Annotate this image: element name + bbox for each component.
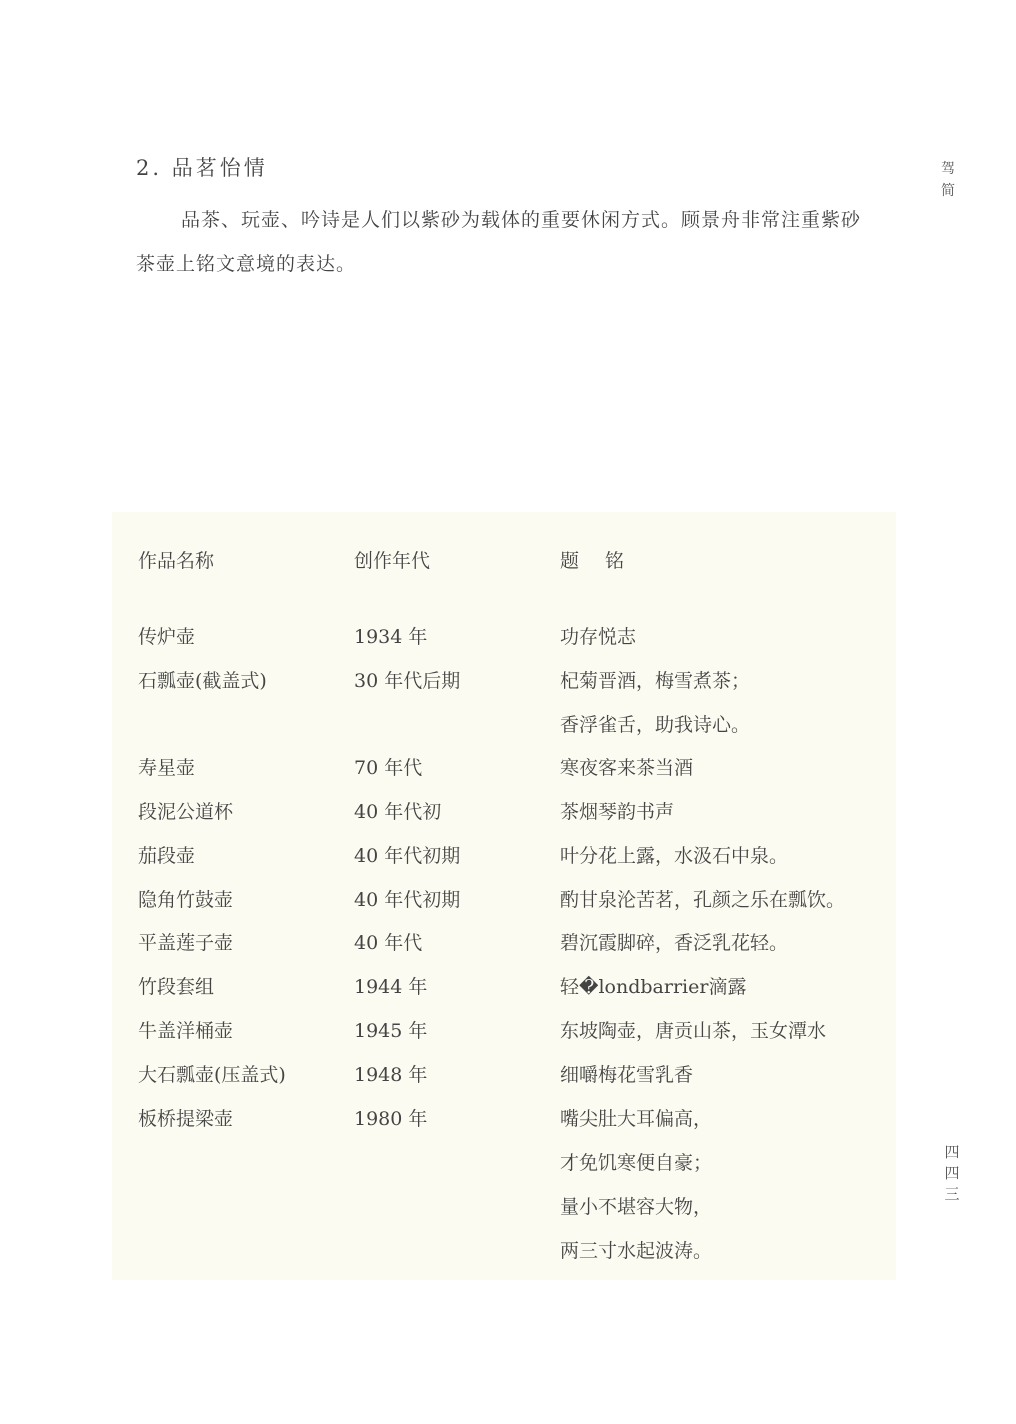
work-inscription: 才免饥寒便自豪；	[560, 1152, 713, 1174]
work-year: 40 年代初期	[354, 845, 461, 867]
work-year: 70 年代	[354, 757, 423, 779]
header-year: 创作年代	[354, 550, 431, 572]
work-year: 1934 年	[354, 626, 428, 648]
work-inscription: 茶烟琴韵书声	[560, 801, 675, 823]
work-year: 1944 年	[354, 976, 428, 998]
work-inscription: 细嚼梅花雪乳香	[560, 1064, 694, 1086]
work-name: 大石瓢壶(压盖式)	[138, 1064, 286, 1086]
intro-paragraph: 品茶、玩壶、吟诗是人们以紫砂为载体的重要休闲方式。顾景舟非常注重紫砂茶壶上铭文意境的表达。	[136, 209, 862, 275]
work-name: 平盖莲子壶	[138, 932, 234, 954]
header-work-name: 作品名称	[138, 550, 215, 572]
page-number-char: 四	[944, 1143, 960, 1161]
work-name: 段泥公道杯	[138, 801, 234, 823]
work-inscription: 叶分花上露，水汲石中泉。	[560, 845, 789, 867]
side-label-char: 简	[941, 183, 955, 199]
side-label-char: 驾	[941, 161, 955, 177]
work-year: 1945 年	[354, 1020, 428, 1042]
work-name: 板桥提梁壶	[138, 1108, 234, 1130]
work-year: 40 年代初	[354, 801, 442, 823]
work-year: 1980 年	[354, 1108, 428, 1130]
work-name: 茄段壶	[138, 845, 196, 867]
page-number-char: 三	[944, 1185, 960, 1203]
work-name: 牛盖洋桶壶	[138, 1020, 234, 1042]
work-year: 30 年代后期	[354, 670, 461, 692]
work-name: 传炉壶	[138, 626, 196, 648]
work-year: 40 年代	[354, 932, 423, 954]
work-year: 40 年代初期	[354, 889, 461, 911]
work-inscription: 嘴尖肚大耳偏高，	[560, 1108, 713, 1130]
page-number-char: 四	[944, 1164, 960, 1182]
work-inscription: 两三寸水起波涛。	[560, 1240, 713, 1262]
header-inscription: 题 铭	[560, 550, 635, 572]
work-name: 石瓢壶(截盖式)	[138, 670, 267, 692]
work-inscription: 酌甘泉沦苦茗，孔颜之乐在瓢饮。	[560, 889, 846, 911]
section-heading: 2. 品茗怡情	[136, 156, 268, 180]
page-number	[944, 1142, 960, 1205]
work-inscription: 香浮雀舌，助我诗心。	[560, 714, 751, 736]
work-inscription: 轻�londbarrier滴露	[560, 976, 747, 998]
work-name: 寿星壶	[138, 757, 196, 779]
work-inscription: 寒夜客来茶当酒	[560, 757, 694, 779]
work-inscription: 杞菊晋酒，梅雪煮茶；	[560, 670, 751, 692]
work-inscription: 东坡陶壶，唐贡山茶，玉女潭水	[560, 1020, 827, 1042]
work-inscription: 功存悦志	[560, 626, 637, 648]
work-inscription: 碧沉霞脚碎，香泛乳花轻。	[560, 932, 789, 954]
work-name: 隐角竹鼓壶	[138, 889, 234, 911]
work-year: 1948 年	[354, 1064, 428, 1086]
running-side-label	[940, 158, 956, 202]
work-name: 竹段套组	[138, 976, 215, 998]
work-inscription: 量小不堪容大物，	[560, 1196, 713, 1218]
